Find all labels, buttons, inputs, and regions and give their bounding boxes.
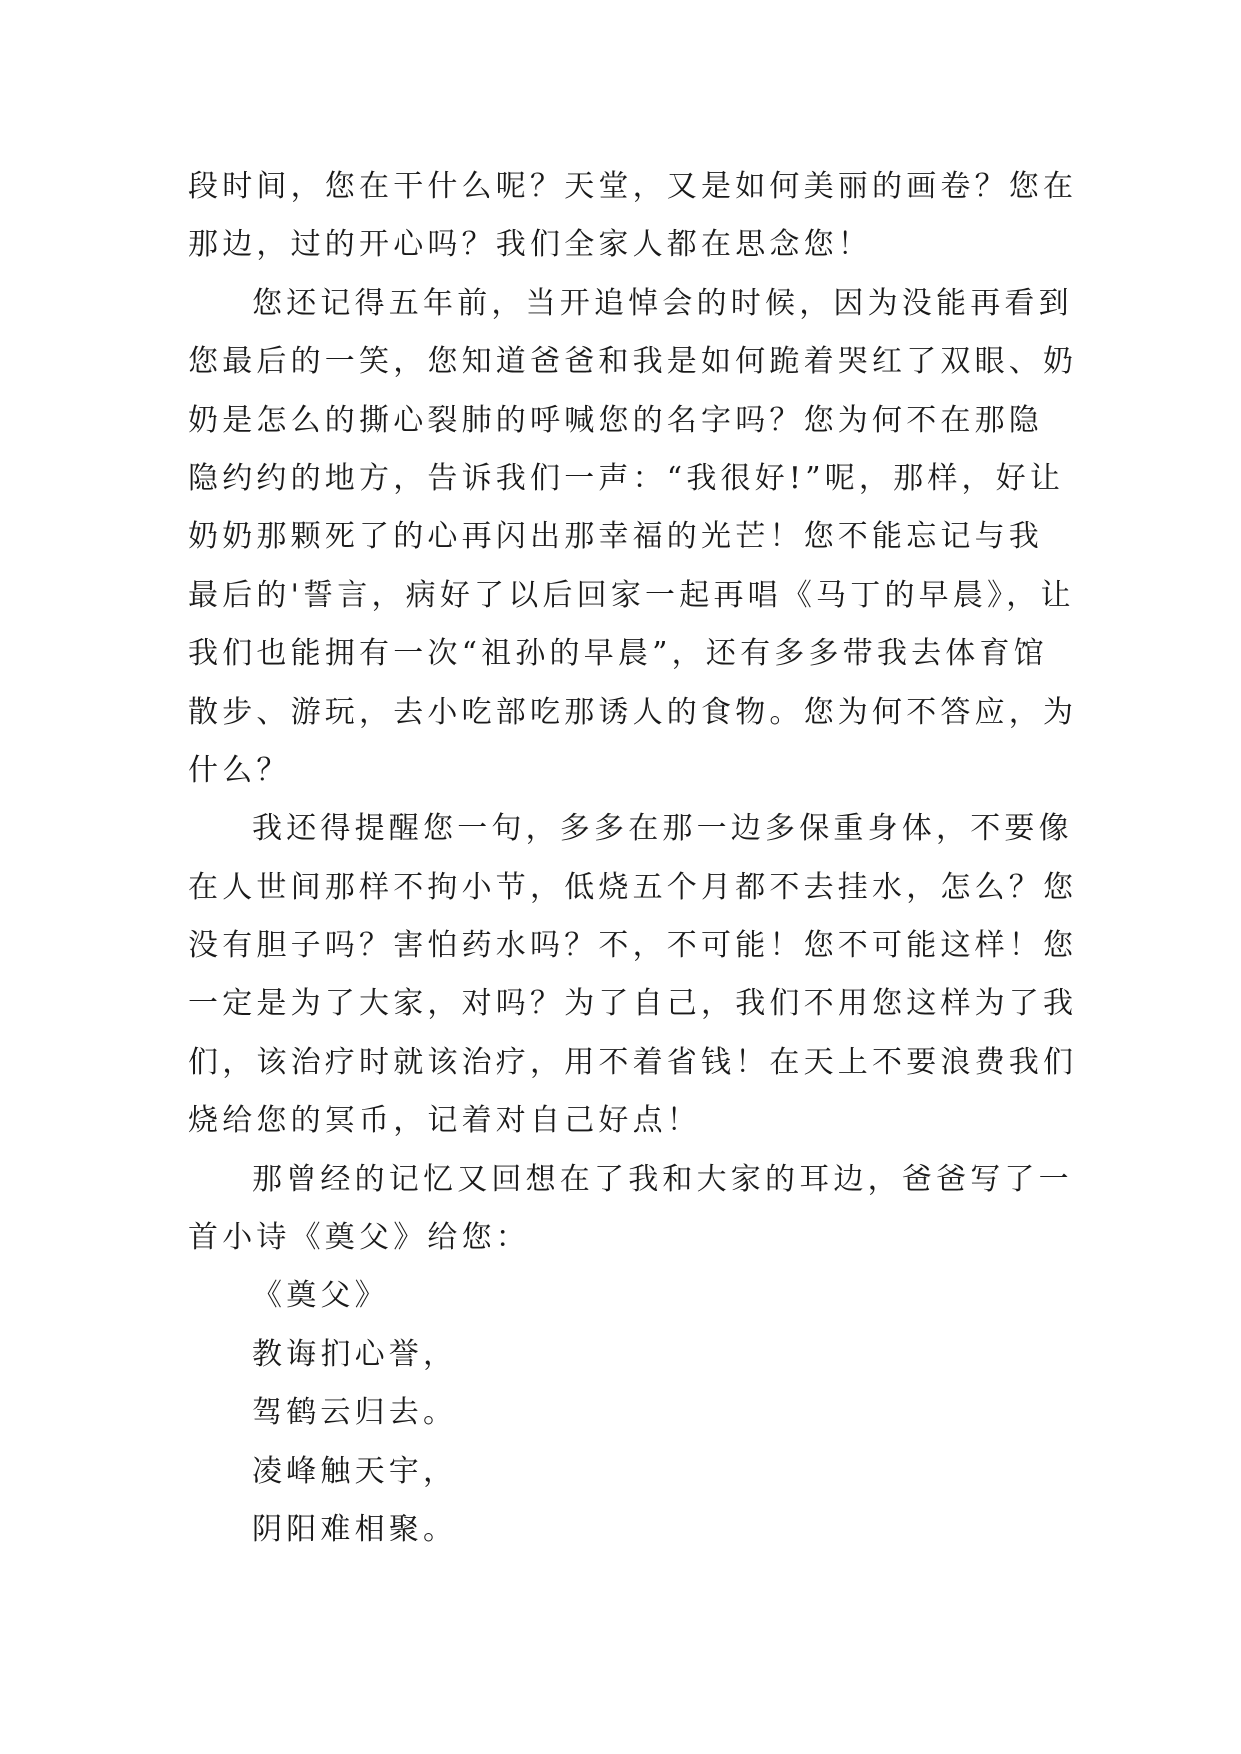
text-line: 那曾经的记忆又回想在了我和大家的耳边，爸爸写了一 — [252, 1161, 1073, 1197]
text-line: 首小诗《奠父》给您： — [188, 1220, 530, 1256]
text-line: 奶奶那颗死了的心再闪出那幸福的光芒！您不能忘记与我 — [188, 519, 1043, 555]
text-line: 隐约约的地方，告诉我们一声：“我很好!”呢，那样，好让 — [188, 460, 1065, 496]
text-line: 奶是怎么的撕心裂肺的呼喊您的名字吗？您为何不在那隐 — [188, 402, 1043, 438]
text-line: 最后的'誓言，病好了以后回家一起再唱《马丁的早晨》，让 — [188, 577, 1075, 613]
poem-line: 阴阳难相聚。 — [252, 1511, 458, 1547]
text-line: 那边，过的开心吗？我们全家人都在思念您！ — [188, 227, 872, 263]
poem-title: 《奠父》 — [252, 1278, 389, 1314]
poem-line: 教诲扪心誉， — [252, 1336, 458, 1372]
text-line: 在人世间那样不拘小节，低烧五个月都不去挂水，怎么？您 — [188, 869, 1078, 905]
text-line: 我还得提醒您一句，多多在那一边多保重身体，不要像 — [252, 811, 1073, 847]
text-line: 什么？ — [188, 752, 291, 788]
text-line: 您最后的一笑，您知道爸爸和我是如何跪着哭红了双眼、奶 — [188, 344, 1078, 380]
text-line: 我们也能拥有一次“祖孙的早晨”，还有多多带我去体育馆 — [188, 636, 1048, 672]
text-line: 一定是为了大家，对吗？为了自己，我们不用您这样为了我 — [188, 986, 1078, 1022]
text-line: 烧给您的冥币，记着对自己好点！ — [188, 1103, 701, 1139]
text-line: 没有胆子吗？害怕药水吗？不，不可能！您不可能这样！您 — [188, 928, 1078, 964]
text-line: 们，该治疗时就该治疗，用不着省钱！在天上不要浪费我们 — [188, 1044, 1078, 1080]
body-text — [188, 158, 1078, 1559]
text-line: 段时间，您在干什么呢？天堂，又是如何美丽的画卷？您在 — [188, 169, 1078, 204]
poem-line: 驾鹤云归去。 — [252, 1395, 458, 1431]
text-line: 散步、游玩，去小吃部吃那诱人的食物。您为何不答应，为 — [188, 694, 1078, 730]
poem-line: 凌峰触天宇， — [252, 1453, 458, 1489]
text-line: 您还记得五年前，当开追悼会的时候，因为没能再看到 — [252, 285, 1073, 321]
